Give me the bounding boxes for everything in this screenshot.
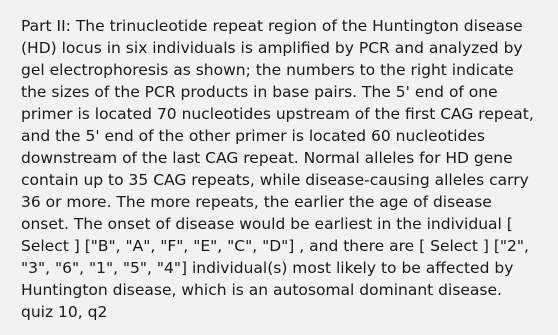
question-text: Part II: The trinucleotide repeat region of the Huntington disease (HD) locus in six individuals is amplified by PCR and analyzed by gel electrophoresis as shown; the numbers to the right indicate the sizes of the PCR products in base pairs. The 5' end of one primer is located 70 nucleotides upstream of the first CAG repeat, and the 5' end of the other primer is located 60 nucleotides downstream of the last CAG repeat. Normal alleles for HD gene contain up to 35 CAG repeats, while disease-causing alleles carry 36 or more. The more repeats, the earlier the age of disease onset. The onset of disease would be earliest in the individual [ Select ] ["B", "A", "F", "E", "C", "D"] , and there are [ Select ] ["2", "3", "6", "1", "5", "4"] individual(s) most likely to be affected by Huntington disease, which is an autosomal dominant disease. quiz 10, q2 bbox=[21, 17, 534, 321]
